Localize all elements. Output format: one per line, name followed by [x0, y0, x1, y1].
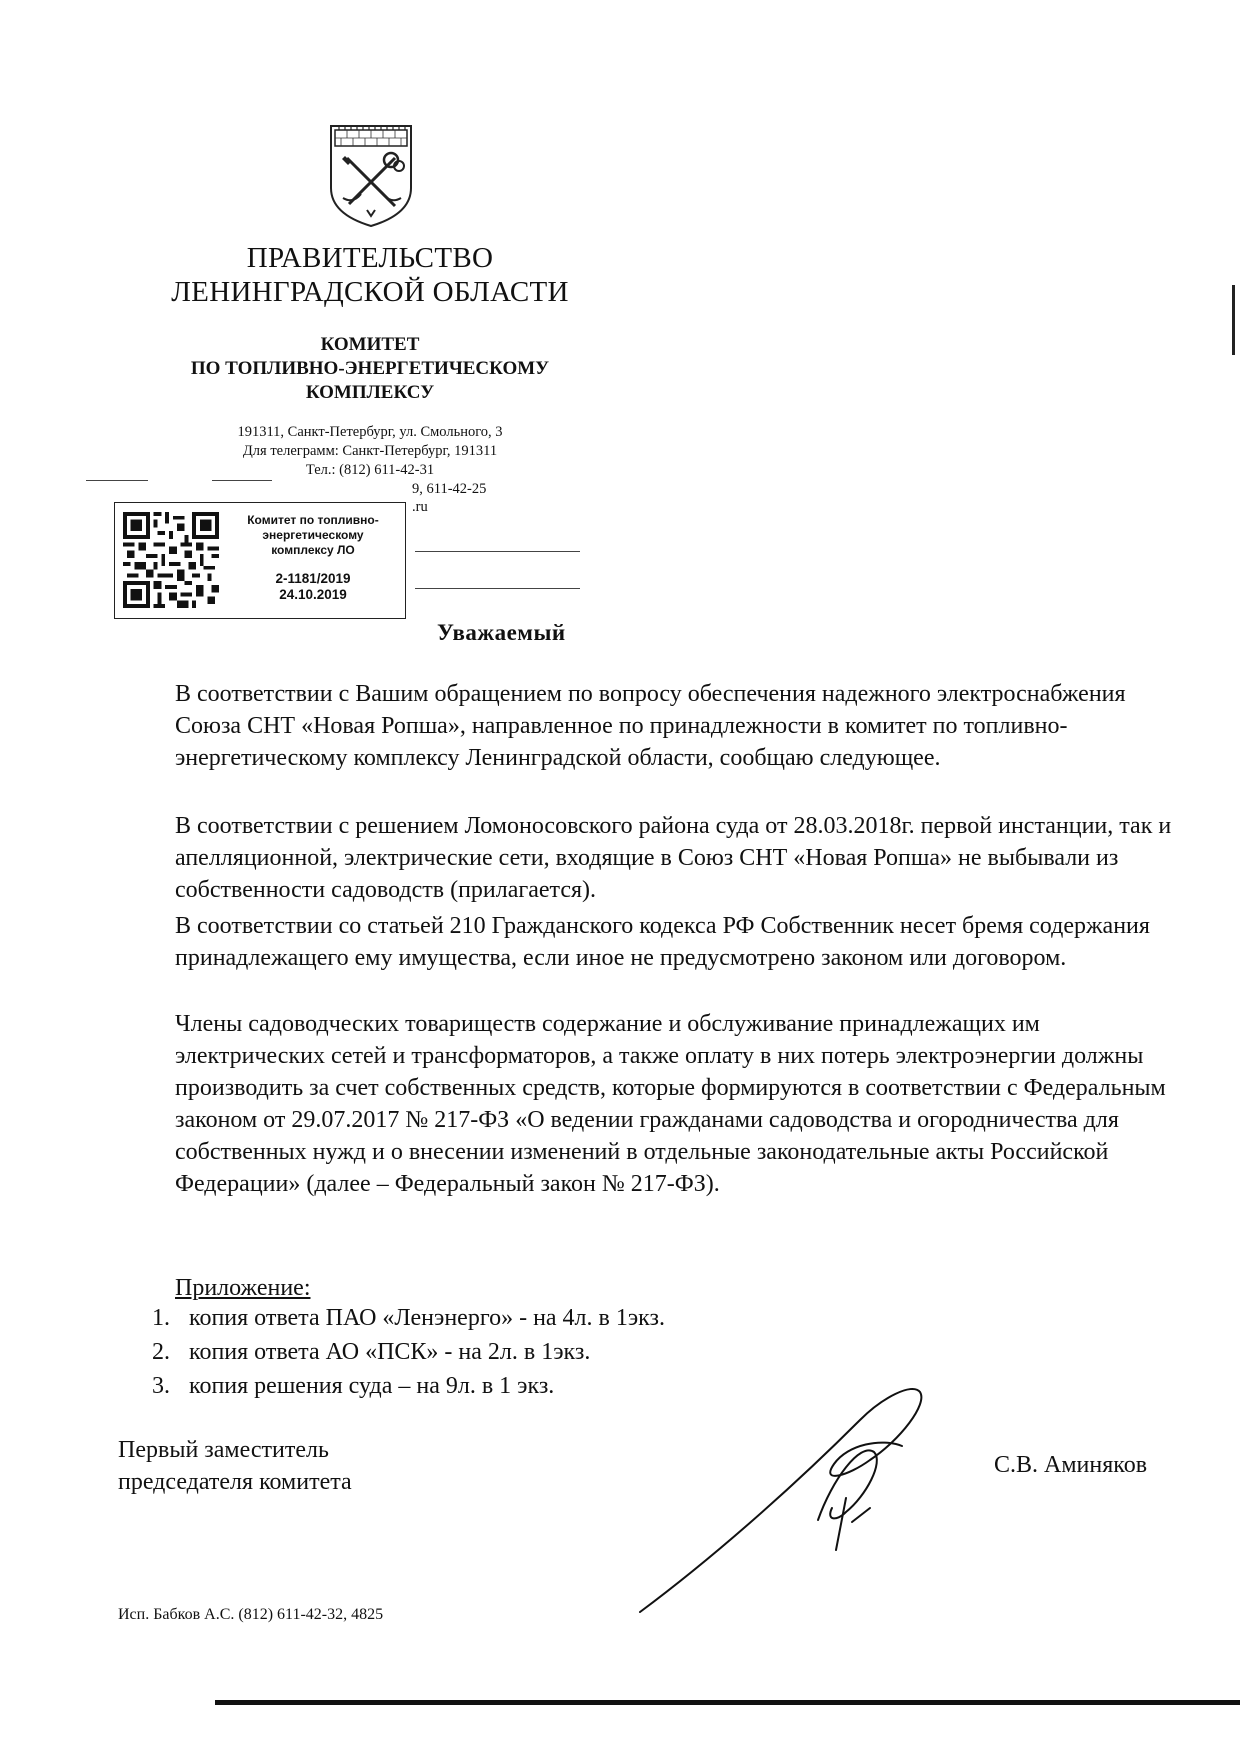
appendix-item-number: 1.	[152, 1305, 170, 1331]
body-paragraph-2: В соответствии с решением Ломоносовского района суда от 28.03.2018г. первой инстанции, так и апелляционной, электрические сети, входящие в Союз СНТ «Новая Ропша» не выбывали из собственности садоводств (прилагается).	[175, 813, 1172, 903]
coat-of-arms-icon	[325, 122, 417, 228]
body-paragraph-3: В соответствии со статьей 210 Гражданского кодекса РФ Собственник несет бремя содержания принадлежащего ему имущества, если иное не предусмотрено законом или договором.	[175, 913, 1150, 971]
stamp-line3: комплексу ЛО	[271, 543, 355, 557]
address-fragment-site: .ru	[412, 499, 428, 515]
appendix-title: Приложение:	[175, 1275, 311, 1301]
blank-line	[415, 551, 580, 552]
stamp-number: 2-1181/2019	[275, 571, 351, 586]
stamp-line1: Комитет по топливно-	[247, 513, 379, 527]
government-title-line1: ПРАВИТЕЛЬСТВО	[246, 242, 494, 274]
address-line3: Тел.: (812) 611-42-31	[305, 462, 435, 478]
signatory-name: С.В. Аминяков	[994, 1452, 1148, 1478]
stamp-line2: энергетическому	[262, 528, 364, 542]
appendix-item-number: 2.	[152, 1339, 170, 1365]
stamp-date: 24.10.2019	[279, 587, 347, 602]
address-fragment-phone: 9, 611-42-25	[412, 481, 487, 497]
registration-stamp	[114, 502, 406, 619]
address-line1: 191311, Санкт-Петербург, ул. Смольного, 3	[237, 424, 503, 440]
committee-title-line2: ПО ТОПЛИВНО-ЭНЕРГЕТИЧЕСКОМУ	[190, 358, 550, 379]
scan-bottom-edge	[215, 1700, 1240, 1705]
appendix-item-text: копия решения суда – на 9л. в 1 экз.	[189, 1373, 555, 1399]
executor-line: Исп. Бабков А.С. (812) 611-42-32, 4825	[118, 1606, 384, 1623]
blank-line	[212, 480, 272, 481]
signatory-position-line2: председателя комитета	[118, 1469, 352, 1495]
blank-line	[86, 480, 148, 481]
appendix-item-text: копия ответа АО «ПСК» - на 2л. в 1экз.	[189, 1339, 591, 1365]
appendix-item-number: 3.	[152, 1373, 170, 1399]
address-line2: Для телеграмм: Санкт-Петербург, 191311	[242, 443, 498, 459]
government-title-line2: ЛЕНИНГРАДСКОЙ ОБЛАСТИ	[171, 276, 569, 308]
handwritten-signature	[620, 1380, 965, 1620]
greeting: Уважаемый	[437, 620, 566, 645]
qr-code-icon	[123, 512, 219, 608]
committee-title-line1: КОМИТЕТ	[320, 334, 420, 355]
committee-title-line3: КОМПЛЕКСУ	[305, 382, 435, 403]
body-paragraph-1: В соответствии с Вашим обращением по вопросу обеспечения надежного электроснабжения Союза СНТ «Новая Ропша», направленное по принадлежности в комитет по топливно-энергетическому комплексу Ленинградской области, сообщаю следующее.	[175, 681, 1126, 771]
blank-line	[415, 588, 580, 589]
scan-right-edge	[1232, 285, 1235, 355]
signatory-position-line1: Первый заместитель	[118, 1437, 329, 1463]
body-paragraph-4: Члены садоводческих товариществ содержание и обслуживание принадлежащих им электрических сетей и трансформаторов, а также оплату в них потерь электроэнергии должны производить за счет собственных средств, которые формируются в соответствии с Федеральным законом от 29.07.2017 № 217-ФЗ «О ведении гражданами садоводства и огородничества для собственных нужд и о внесении изменений в отдельные законодательные акты Российской Федерации» (далее – Федеральный закон № 217-ФЗ).	[175, 1011, 1166, 1197]
appendix-item-text: копия ответа ПАО «Ленэнерго» - на 4л. в 1экз.	[189, 1305, 665, 1331]
